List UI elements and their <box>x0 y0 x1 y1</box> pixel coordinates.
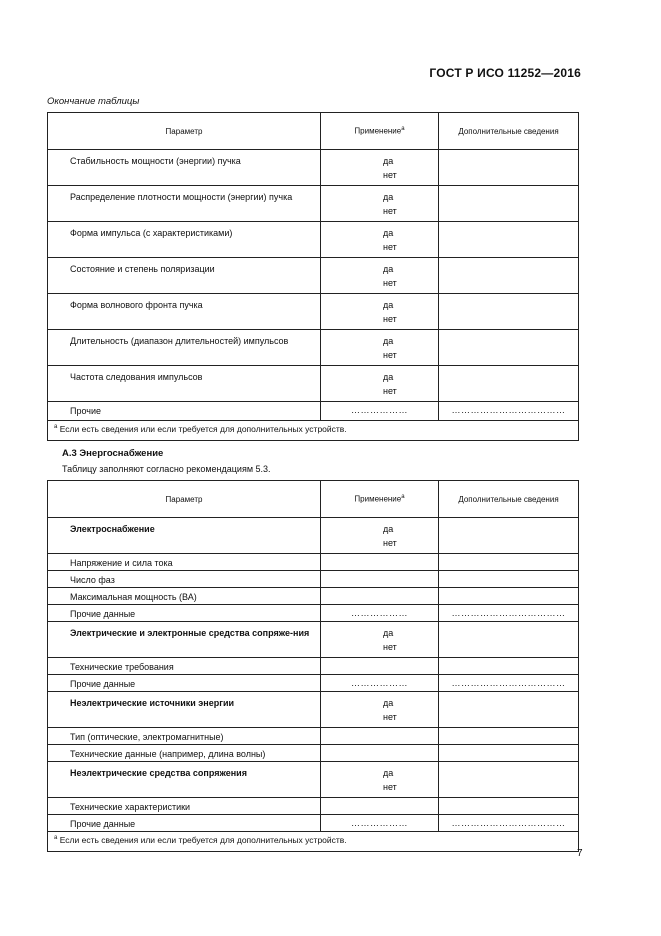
param-cell: Прочие <box>48 402 321 421</box>
option-yes: да <box>383 698 394 708</box>
usage-cell <box>321 798 439 815</box>
extra-cell <box>439 554 579 571</box>
table-row <box>48 762 579 798</box>
extra-cell <box>439 571 579 588</box>
param-cell: Длительность (диапазон длительностей) импульсов <box>48 330 321 366</box>
usage-dots: ……………… <box>321 815 439 832</box>
param-cell: Тип (оптические, электромагнитные) <box>48 728 321 745</box>
usage-dots: ……………… <box>321 605 439 622</box>
param-cell: Технические данные (например, длина волны) <box>48 745 321 762</box>
option-no: нет <box>383 712 397 722</box>
param-cell: Технические требования <box>48 658 321 675</box>
table-footnote: $^а$ Если есть сведения или если требуется для дополнительных устройств. <box>48 421 579 441</box>
column-header-param: Параметр <box>48 481 321 518</box>
table-row <box>48 798 579 815</box>
option-yes: да <box>383 336 394 346</box>
param-cell: Технические характеристики <box>48 798 321 815</box>
option-no: нет <box>383 314 397 324</box>
column-header-extra: Дополнительные сведения <box>439 113 579 150</box>
table-caption: Окончание таблицы <box>47 96 140 107</box>
table-row <box>48 554 579 571</box>
option-yes: да <box>383 192 394 202</box>
usage-cell <box>321 745 439 762</box>
option-yes: да <box>383 264 394 274</box>
extra-dots: ……………………………… <box>439 675 579 692</box>
option-no: нет <box>383 350 397 360</box>
column-header-param: Параметр <box>48 113 321 150</box>
usage-cell <box>321 588 439 605</box>
usage-cell <box>321 622 439 658</box>
usage-cell <box>321 658 439 675</box>
extra-cell <box>439 518 579 554</box>
column-header-usage: Применение$^а$ <box>321 113 439 150</box>
param-cell: Неэлектрические средства сопряжения <box>48 762 321 798</box>
table-header-row <box>48 113 579 150</box>
table-row <box>48 728 579 745</box>
extra-cell <box>439 330 579 366</box>
section-title: А.3 Энергоснабжение <box>62 448 164 459</box>
option-yes: да <box>383 372 394 382</box>
option-no: нет <box>383 642 397 652</box>
param-cell: Форма волнового фронта пучка <box>48 294 321 330</box>
option-yes: да <box>383 628 394 638</box>
param-cell: Электрические и электронные средства сопряже-ния <box>48 622 321 658</box>
extra-cell <box>439 588 579 605</box>
usage-cell <box>321 571 439 588</box>
table-row <box>48 815 579 832</box>
param-cell: Напряжение и сила тока <box>48 554 321 571</box>
table-row <box>48 330 579 366</box>
extra-cell <box>439 622 579 658</box>
option-no: нет <box>383 242 397 252</box>
column-header-usage: Применение$^а$ <box>321 481 439 518</box>
usage-cell <box>321 186 439 222</box>
usage-dots: ……………… <box>321 402 439 421</box>
extra-cell <box>439 150 579 186</box>
option-no: нет <box>383 206 397 216</box>
table-row <box>48 150 579 186</box>
param-cell: Прочие данные <box>48 605 321 622</box>
table-footnote-row <box>48 421 579 441</box>
section-text: Таблицу заполняют согласно рекомендациям 5.3. <box>62 464 271 474</box>
extra-cell <box>439 762 579 798</box>
param-cell: Стабильность мощности (энергии) пучка <box>48 150 321 186</box>
extra-cell <box>439 294 579 330</box>
table-footnote-row <box>48 832 579 852</box>
document-header: ГОСТ Р ИСО 11252—2016 <box>429 66 581 80</box>
usage-cell <box>321 692 439 728</box>
param-cell: Частота следования импульсов <box>48 366 321 402</box>
param-cell: Неэлектрические источники энергии <box>48 692 321 728</box>
usage-cell <box>321 762 439 798</box>
table-row <box>48 658 579 675</box>
extra-cell <box>439 745 579 762</box>
extra-cell <box>439 692 579 728</box>
extra-dots: ……………………………… <box>439 402 579 421</box>
usage-cell <box>321 150 439 186</box>
param-cell: Число фаз <box>48 571 321 588</box>
power-supply-table <box>47 480 579 852</box>
extra-cell <box>439 186 579 222</box>
table-header-row <box>48 481 579 518</box>
table-row <box>48 366 579 402</box>
page-number: 7 <box>577 848 583 859</box>
option-yes: да <box>383 524 394 534</box>
extra-cell <box>439 366 579 402</box>
param-cell: Прочие данные <box>48 815 321 832</box>
usage-cell <box>321 554 439 571</box>
usage-cell <box>321 222 439 258</box>
option-yes: да <box>383 768 394 778</box>
usage-cell <box>321 366 439 402</box>
table-row <box>48 186 579 222</box>
table-row <box>48 294 579 330</box>
table-row <box>48 692 579 728</box>
table-row <box>48 605 579 622</box>
param-cell: Форма импульса (с характеристиками) <box>48 222 321 258</box>
usage-cell <box>321 330 439 366</box>
param-cell: Максимальная мощность (ВА) <box>48 588 321 605</box>
usage-dots: ……………… <box>321 675 439 692</box>
table-row <box>48 402 579 421</box>
param-cell: Прочие данные <box>48 675 321 692</box>
table-footnote: $^а$ Если есть сведения или если требуется для дополнительных устройств. <box>48 832 579 852</box>
table-row <box>48 675 579 692</box>
option-no: нет <box>383 386 397 396</box>
option-yes: да <box>383 156 394 166</box>
usage-cell <box>321 258 439 294</box>
table-row <box>48 622 579 658</box>
table-continuation <box>47 112 579 441</box>
option-yes: да <box>383 300 394 310</box>
param-cell: Электроснабжение <box>48 518 321 554</box>
extra-cell <box>439 728 579 745</box>
extra-cell <box>439 658 579 675</box>
option-no: нет <box>383 278 397 288</box>
column-header-extra: Дополнительные сведения <box>439 481 579 518</box>
extra-dots: ……………………………… <box>439 605 579 622</box>
table-row <box>48 571 579 588</box>
table-row <box>48 258 579 294</box>
table-row <box>48 588 579 605</box>
option-yes: да <box>383 228 394 238</box>
table-row <box>48 222 579 258</box>
extra-dots: ……………………………… <box>439 815 579 832</box>
option-no: нет <box>383 538 397 548</box>
usage-cell <box>321 294 439 330</box>
param-cell: Распределение плотности мощности (энергии) пучка <box>48 186 321 222</box>
option-no: нет <box>383 782 397 792</box>
option-no: нет <box>383 170 397 180</box>
table-row <box>48 518 579 554</box>
table-row <box>48 745 579 762</box>
usage-cell <box>321 728 439 745</box>
extra-cell <box>439 258 579 294</box>
extra-cell <box>439 222 579 258</box>
extra-cell <box>439 798 579 815</box>
param-cell: Состояние и степень поляризации <box>48 258 321 294</box>
usage-cell <box>321 518 439 554</box>
